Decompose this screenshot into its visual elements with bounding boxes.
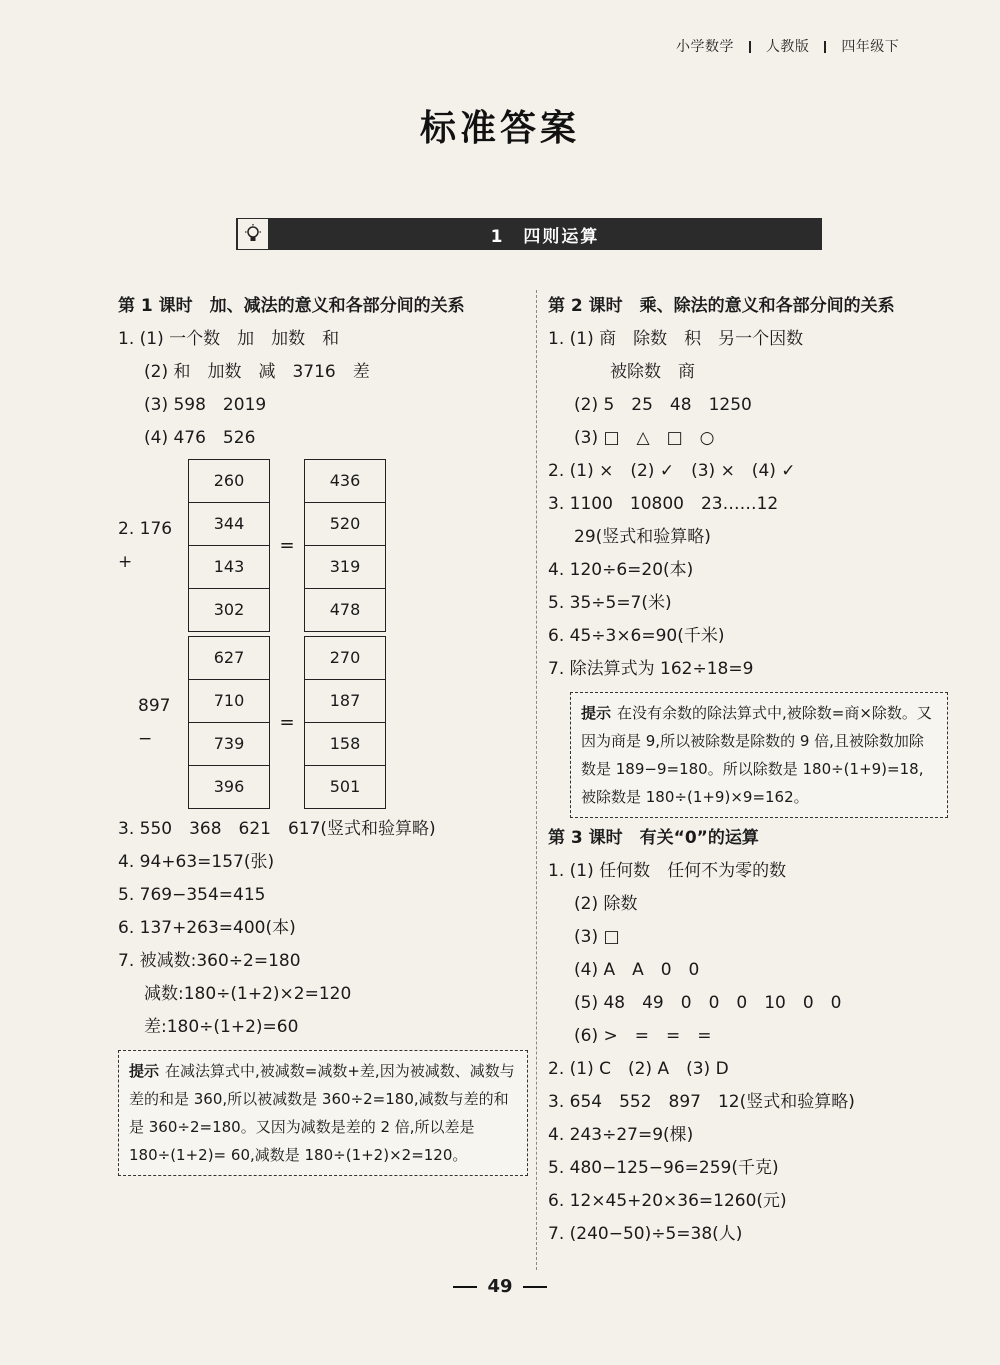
table-cell: 501	[329, 777, 361, 796]
answer-line: (2) 和 加数 减 3716 差	[144, 362, 370, 382]
answer-line: 3. 654 552 897 12(竖式和验算略)	[548, 1092, 855, 1112]
tip-label: 提示	[129, 1062, 160, 1080]
edition-label: 人教版	[765, 39, 810, 55]
subtraction-table	[118, 636, 528, 809]
page-number-text: 49	[487, 1276, 513, 1297]
table-cell: 520	[305, 503, 385, 546]
answer-line: 差:180÷(1+2)=60	[144, 1017, 299, 1037]
answer-line: (4) A A 0 0	[574, 960, 700, 980]
equals-sign: =	[279, 712, 295, 733]
chapter-title: 1 四则运算	[490, 226, 600, 247]
answer-line: 7. 被减数:360÷2=180	[118, 951, 301, 971]
answer-line: 4. 120÷6=20(本)	[548, 560, 694, 580]
answer-line: 6. 12×45+20×36=1260(元)	[548, 1191, 787, 1211]
answer-line: 1. (1) 商 除数 积 另一个因数	[548, 329, 804, 349]
answer-line: 2. (1) C (2) A (3) D	[548, 1059, 729, 1079]
table-cell: 710	[189, 680, 269, 723]
separator	[749, 41, 751, 53]
tip-box	[118, 1050, 528, 1176]
answer-line: 1. (1) 一个数 加 加数 和	[118, 329, 340, 349]
table-cell: 260	[189, 460, 269, 503]
answer-line: (3) □ △ □ ○	[574, 428, 715, 448]
answer-line: 6. 45÷3×6=90(千米)	[548, 626, 725, 646]
lesson-2-title: 第 2 课时 乘、除法的意义和各部分间的关系	[548, 296, 895, 316]
answer-line: 被除数 商	[610, 362, 695, 382]
answer-line: (3) □	[574, 927, 620, 947]
lesson-1-title: 第 1 课时 加、减法的意义和各部分间的关系	[118, 296, 465, 316]
dash	[453, 1286, 477, 1288]
sum-column	[304, 459, 386, 632]
answer-line: (3) 598 2019	[144, 395, 267, 415]
addition-lhs: 2. 176 +	[118, 518, 173, 572]
separator	[824, 41, 826, 53]
grade-label: 四年级下	[841, 39, 900, 55]
dash	[523, 1286, 547, 1288]
table-cell: 344	[189, 503, 269, 546]
answer-line: 4. 94+63=157(张)	[118, 852, 275, 872]
tip-text: 在没有余数的除法算式中,被除数=商×除数。又因为商是 9,所以被除数是除数的 9 倍,且被除数加除数是 189−9=180。所以除数是 180÷(1+9)=18,被除数是 180÷(1+9)×9=162。	[581, 704, 932, 806]
answer-line: 减数:180÷(1+2)×2=120	[144, 984, 352, 1004]
right-column	[548, 290, 948, 1251]
table-cell: 478	[329, 600, 361, 619]
table-cell: 627	[189, 637, 269, 680]
addend-column	[188, 459, 270, 632]
answer-line: (5) 48 49 0 0 0 10 0 0	[574, 993, 842, 1013]
difference-column	[304, 636, 386, 809]
answer-line: 29(竖式和验算略)	[574, 527, 711, 547]
answer-line: 3. 550 368 621 617(竖式和验算略)	[118, 819, 436, 839]
answer-line: 5. 480−125−96=259(千克)	[548, 1158, 779, 1178]
table-cell: 739	[189, 723, 269, 766]
subtraction-lhs: 897 −	[138, 695, 171, 749]
page-title: 标准答案	[419, 108, 580, 149]
subtrahend-column	[188, 636, 270, 809]
answer-line: 7. 除法算式为 162÷18=9	[548, 659, 754, 679]
answer-line: (2) 除数	[574, 894, 638, 914]
answer-line: 2. (1) × (2) ✓ (3) × (4) ✓	[548, 461, 796, 481]
table-cell: 396	[213, 777, 245, 796]
answer-line: (4) 476 526	[144, 428, 256, 448]
answer-line: 7. (240−50)÷5=38(人)	[548, 1224, 743, 1244]
table-cell: 319	[305, 546, 385, 589]
answer-line: (2) 5 25 48 1250	[574, 395, 752, 415]
answer-line: 5. 769−354=415	[118, 885, 266, 905]
table-cell: 436	[305, 460, 385, 503]
lesson-3-title: 第 3 课时 有关“0”的运算	[548, 828, 759, 848]
subject-label: 小学数学	[676, 39, 734, 55]
answer-line: 4. 243÷27=9(棵)	[548, 1125, 694, 1145]
tip-text: 在减法算式中,被减数=减数+差,因为被减数、减数与差的和是 360,所以被减数是 360÷2=180,减数与差的和是 360÷2=180。又因为减数是差的 2 倍,所以差是 180÷(1+2)= 60,减数是 180÷(1+2)×2=120。	[129, 1062, 515, 1164]
chapter-bar	[236, 218, 822, 250]
answer-line: 1. (1) 任何数 任何不为零的数	[548, 861, 787, 881]
addition-table	[118, 459, 528, 632]
answer-line: 6. 137+263=400(本)	[118, 918, 296, 938]
answer-line: 5. 35÷5=7(米)	[548, 593, 672, 613]
table-cell: 158	[305, 723, 385, 766]
answer-line: (6) > = = =	[574, 1026, 712, 1046]
table-cell: 143	[189, 546, 269, 589]
column-divider	[536, 290, 537, 1270]
table-cell: 187	[305, 680, 385, 723]
tip-label: 提示	[581, 704, 612, 722]
table-cell: 302	[213, 600, 245, 619]
equals-sign: =	[279, 535, 295, 556]
table-cell: 270	[305, 637, 385, 680]
answer-line: 3. 1100 10800 23……12	[548, 494, 779, 514]
lightbulb-icon	[238, 219, 268, 249]
header-meta	[676, 36, 936, 56]
tip-box	[570, 692, 948, 818]
page-number	[0, 1276, 1000, 1297]
left-column	[118, 290, 528, 1180]
